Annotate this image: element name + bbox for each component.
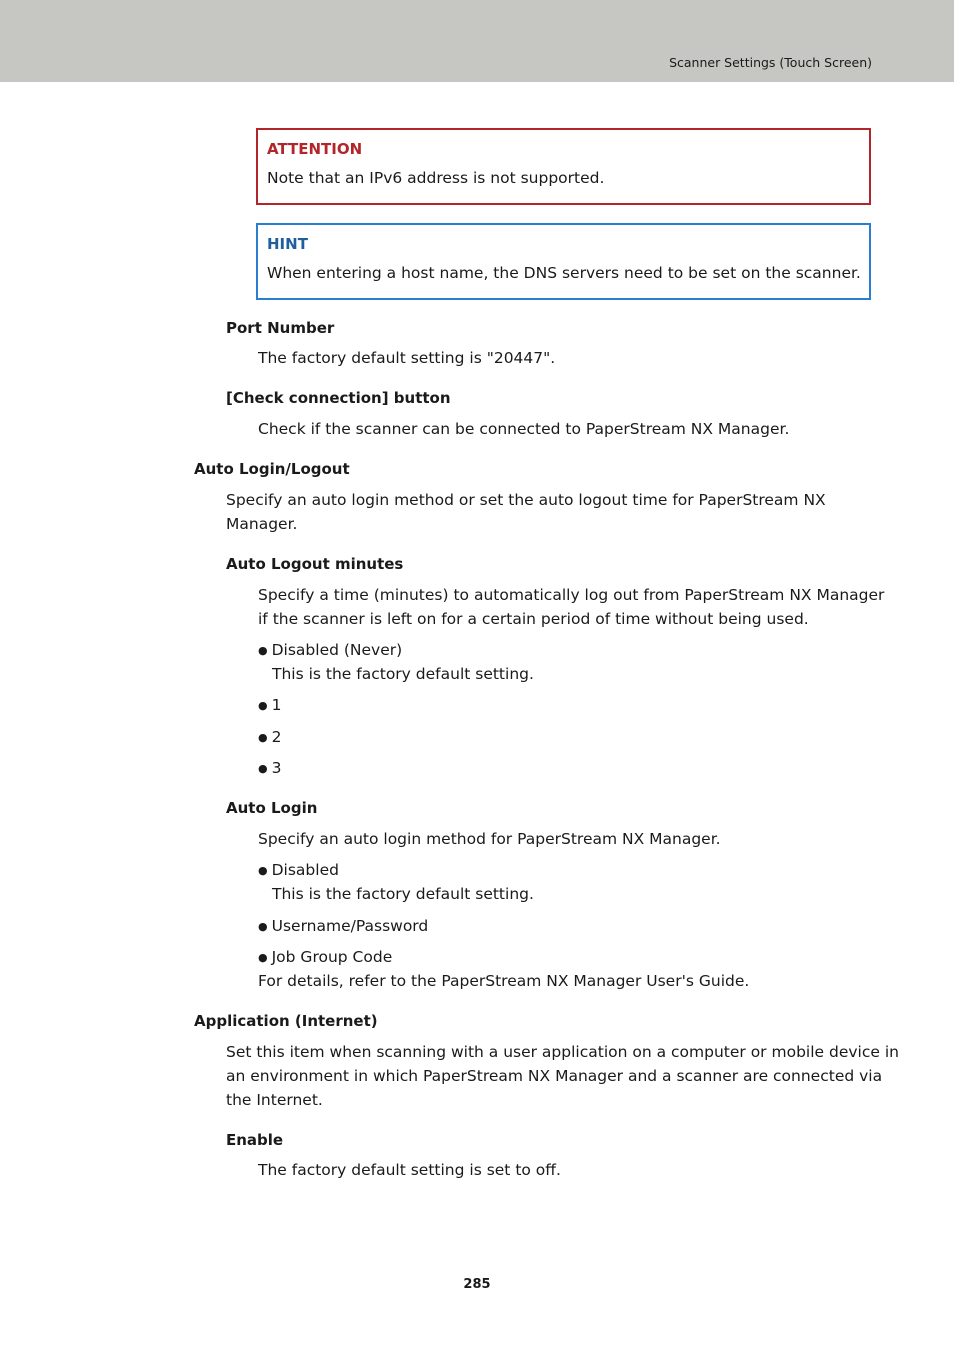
attention-title: ATTENTION bbox=[267, 140, 363, 158]
application-internet-text-2: an environment in which PaperStream NX Manager and a scanner are connected via bbox=[226, 1067, 883, 1085]
auto-login-heading: Auto Login bbox=[226, 799, 318, 817]
enable-heading: Enable bbox=[226, 1131, 284, 1149]
hint-box bbox=[256, 223, 871, 300]
attention-box bbox=[256, 128, 871, 205]
auto-logout-option-disabled-note: This is the factory default setting. bbox=[272, 665, 534, 683]
auto-logout-option-disabled: ● Disabled (Never) bbox=[258, 638, 402, 664]
check-connection-heading: [Check connection] button bbox=[226, 389, 451, 407]
application-internet-text-1: Set this item when scanning with a user application on a computer or mobile device in bbox=[226, 1043, 899, 1061]
auto-login-logout-text-1: Specify an auto login method or set the auto logout time for PaperStream NX bbox=[226, 491, 826, 509]
auto-login-option-job-group-code: ● Job Group Code bbox=[258, 945, 392, 971]
check-connection-text: Check if the scanner can be connected to PaperStream NX Manager. bbox=[258, 420, 790, 438]
application-internet-heading: Application (Internet) bbox=[194, 1012, 378, 1030]
auto-logout-minutes-text-1: Specify a time (minutes) to automatically log out from PaperStream NX Manager bbox=[258, 586, 885, 604]
auto-logout-minutes-text-2: if the scanner is left on for a certain period of time without being used. bbox=[258, 610, 809, 628]
auto-logout-option-3: ● 3 bbox=[258, 756, 281, 782]
hint-text: When entering a host name, the DNS servers need to be set on the scanner. bbox=[267, 264, 861, 282]
port-number-text: The factory default setting is "20447". bbox=[258, 349, 556, 367]
application-internet-text-3: the Internet. bbox=[226, 1091, 323, 1109]
auto-login-option-disabled-note: This is the factory default setting. bbox=[272, 885, 534, 903]
page-header bbox=[0, 0, 954, 82]
auto-login-option-disabled: ● Disabled bbox=[258, 858, 339, 884]
auto-login-details: For details, refer to the PaperStream NX Manager User's Guide. bbox=[258, 972, 750, 990]
auto-logout-option-2: ● 2 bbox=[258, 725, 281, 751]
auto-login-logout-text-2: Manager. bbox=[226, 515, 298, 533]
header-title: Scanner Settings (Touch Screen) bbox=[669, 55, 872, 70]
port-number-heading: Port Number bbox=[226, 319, 335, 337]
auto-logout-minutes-heading: Auto Logout minutes bbox=[226, 555, 404, 573]
auto-logout-option-1: ● 1 bbox=[258, 693, 281, 719]
auto-login-logout-heading: Auto Login/Logout bbox=[194, 460, 350, 478]
enable-text: The factory default setting is set to off. bbox=[258, 1161, 561, 1179]
attention-text: Note that an IPv6 address is not supported. bbox=[267, 169, 605, 187]
hint-title: HINT bbox=[267, 235, 308, 253]
auto-login-option-username-password: ● Username/Password bbox=[258, 914, 428, 940]
auto-login-text: Specify an auto login method for PaperStream NX Manager. bbox=[258, 830, 721, 848]
page-number: 285 bbox=[463, 1277, 491, 1292]
